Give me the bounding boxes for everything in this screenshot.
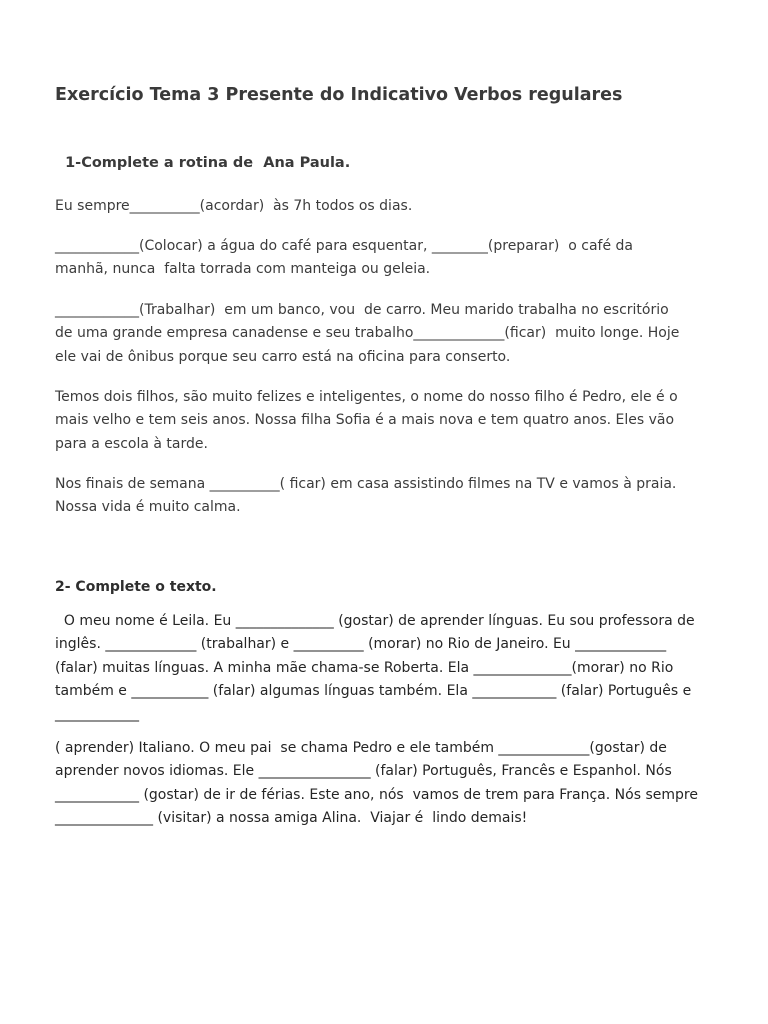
text-line: ( aprender) Italiano. O meu pai se chama Pedro e ele também _____________(gostar) de [55, 740, 667, 756]
text-line: ______________ (visitar) a nossa amiga Alina. Viajar é lindo demais! [55, 809, 528, 826]
text-line: manhã, nunca falta torrada com manteiga ou geleia. [55, 261, 431, 278]
text-line: Eu sempre__________(acordar) às 7h todos os dias. [55, 198, 413, 214]
section1-heading: 1-Complete a rotina de Ana Paula. [55, 155, 351, 171]
s1-paragraph-1 [55, 195, 725, 218]
s1-paragraph-4 [55, 386, 725, 456]
s1-paragraph-5 [55, 473, 725, 520]
text-line: (falar) muitas línguas. A minha mãe chama-se Roberta. Ela ______________(morar) no Rio [55, 659, 674, 676]
text-line: Nossa vida é muito calma. [55, 499, 241, 516]
text-line: ____________ [55, 706, 139, 723]
text-line: aprender novos idiomas. Ele ________________ (falar) Português, Francês e Espanhol. Nós [55, 763, 672, 780]
s1-paragraph-2 [55, 235, 725, 282]
text-line: ____________(Colocar) a água do café para esquentar, ________(preparar) o café da [55, 238, 633, 254]
text-line: Temos dois filhos, são muito felizes e inteligentes, o nome do nosso filho é Pedro, ele é o [55, 389, 678, 405]
text-line: também e ___________ (falar) algumas línguas também. Ela ____________ (falar) Português e [55, 682, 692, 699]
text-line: ____________(Trabalhar) em um banco, vou de carro. Meu marido trabalha no escritório [55, 302, 669, 318]
text-line: ele vai de ônibus porque seu carro está na oficina para conserto. [55, 348, 511, 365]
s2-paragraph-2 [55, 737, 725, 830]
section2-heading: 2- Complete o texto. [55, 579, 217, 595]
page-title: Exercício Tema 3 Presente do Indicativo Verbos regulares [55, 85, 623, 105]
text-line: O meu nome é Leila. Eu ______________ (gostar) de aprender línguas. Eu sou professora de [55, 613, 695, 629]
text-line: de uma grande empresa canadense e seu trabalho_____________(ficar) muito longe. Hoje [55, 325, 680, 342]
text-line: para a escola à tarde. [55, 435, 208, 452]
s2-paragraph-1 [55, 610, 725, 726]
text-line: inglês. _____________ (trabalhar) e __________ (morar) no Rio de Janeiro. Eu _____________ [55, 636, 667, 653]
s1-paragraph-3 [55, 299, 725, 369]
text-line: mais velho e tem seis anos. Nossa filha Sofia é a mais nova e tem quatro anos. Eles vão [55, 412, 675, 429]
text-line: Nos finais de semana __________( ficar) em casa assistindo filmes na TV e vamos à praia. [55, 476, 677, 492]
text-line: ____________ (gostar) de ir de férias. Este ano, nós vamos de trem para França. Nós sempre [55, 786, 698, 803]
